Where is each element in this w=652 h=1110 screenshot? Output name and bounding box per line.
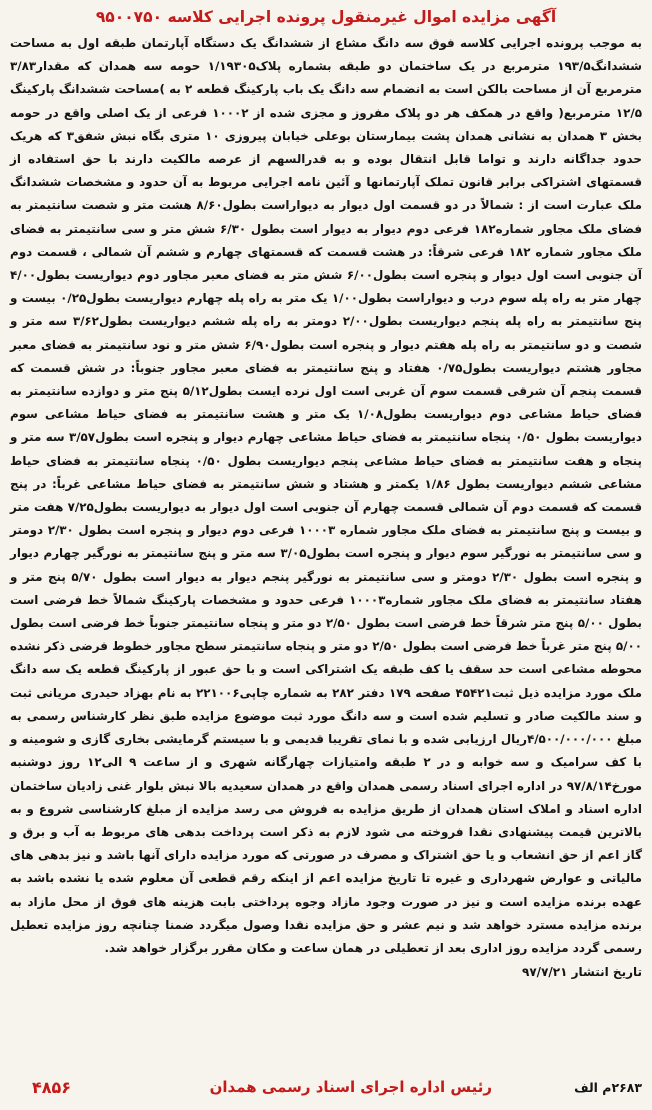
signer-title: رئیس اداره اجرای اسناد رسمی همدان: [209, 1078, 492, 1096]
ad-code: ۴۸۵۶: [32, 1078, 72, 1097]
notice-footer: [10, 1078, 642, 1104]
publication-date: تاریخ انتشار ۹۷/۷/۲۱: [522, 965, 642, 980]
notice-body: به موجب پرونده اجرایی کلاسه فوق سه دانگ مشاع از ششدانگ یک دستگاه آپارتمان طبقه اول به مساحت ششدانگ۱۹۳/۵ مترمربع در یک ساختمان دو طبقه بشماره پلاک۱/۱۹۳۰۵ حومه سه همدان که مقدار۳/۸۳ مترمربع آن از مساحت بالکن است به انضمام سه دانگ یک باب پارکینگ قطعه ۲ به )مساحت ششدانگ پارکینگ ۱۲/۵ مترمربع( واقع در همکف هر دو پلاک مفروز و مجزی شده از ۱۰۰۰۲ فرعی از یک اصلی واقع در حومه بخش ۳ همدان به نشانی همدان پشت بیمارستان بوعلی خیابان پیروزی ۱۰ متری بگاه نبش شفق۳ که هریک حدود جداگانه دارند و تواما قابل انتقال بوده و به قدرالسهم از عرصه مالکیت دارند با حق استفاده از قسمتهای اشتراکی برابر قانون تملک آپارتمانها و آئین نامه اجرایی مربوط به آن حدود و مشخصات ششدانگ ملک عبارت است از : شمالاً در دو قسمت اول دیوار به دیواراست بطول۸/۶۰ هشت متر و شصت سانتیمتر به فضای ملک مجاور شماره۱۸۲ فرعی دوم دیوار به دیوار است بطول ۶/۳۰ شش متر و سی سانتیمتر به فضای ملک مجاور شماره ۱۸۲ فرعی شرقاً: در هشت قسمت که قسمتهای چهارم و ششم آن شمالی ، قسمت دوم آن جنوبی است اول دیوار و پنجره است بطول۶/۰۰ شش متر به فضای معبر مجاور دوم دیواریست بطول۴/۰۰ چهار متر به راه پله سوم درب و دیواراست بطول۱/۰۰ یک متر به راه پله چهارم دیواریست بطول۰/۲۵ بیست و پنج سانتیمتر به راه پله پنجم دیواریست بطول۲/۰۰ دومتر به راه پله ششم دیواریست بطول۳/۶۲ سه متر و شصت و دو سانتیمتر به راه پله هفتم دیوار و پنجره است بطول۶/۹۰ شش متر و نود سانتیمتر به فضای معبر مجاور هشتم دیواریست بطول۰/۷۵ هفتاد و پنج سانتیمتر به فضای معبر مجاور جنوباً: در شش قسمت که قسمت پنجم آن شرقی قسمت سوم آن غربی است اول نرده ایست بطول۵/۱۲ پنج متر و دوازده سانتیمتر به فضای حیاط مشاعی دوم دیواریست بطول۱/۰۸ یک متر و هشت سانتیمتر به فضای حیاط مشاعی سوم دیواریست بطول ۰/۵۰ پنجاه سانتیمتر به فضای حیاط مشاعی چهارم دیوار و پنجره است بطول۳/۵۷ سه متر و پنجاه و هفت سانتیمتر به فضای حیاط مشاعی پنجم دیواریست بطول ۰/۵۰ پنجاه سانتیمتر به فضای حیاط مشاعی ششم دیواریست بطول ۱/۸۶ یکمتر و هشتاد و شش سانتیمتر به فضای حیاط مشاعی غرباً: در پنج قسمت که قسمت دوم آن شمالی قسمت چهارم آن جنوبی است اول دیوار به دیواریست بطول۷/۲۵ هفت متر و بیست و پنج سانتیمتر به فضای ملک مجاور شماره ۱۰۰۰۳ فرعی دوم دیوار و پنجره است بطول ۲/۳۰ دومتر و سی سانتیمتر به نورگیر سوم دیوار و پنجره است بطول۳/۰۵ سه متر و پنج سانتیمتر به نورگیر چهارم دیوار و پنجره است بطول ۲/۳۰ دومتر و سی سانتیمتر به نورگیر پنجم دیوار به دیوار است بطول ۵/۷۰ پنج متر و هفتاد سانتیمتر به فضای ملک مجاور شماره۱۰۰۰۳ فرعی حدود و مشخصات پارکینگ شمالاً خط فرضی است بطول ۵/۰۰ پنج متر شرقاً خط فرضی است بطول ۲/۵۰ دو متر و پنجاه سانتیمتر جنوباً خط فرضی است بطول ۵/۰۰ پنج متر غرباً خط فرضی است بطول ۲/۵۰ دو متر و پنجاه سانتیمتر سطح مجاور خطوط فرضی ذکر نشده محوطه مشاعی است حد سقف یا کف طبقه یک اشتراکی است و با حق عبور از پارکینگ قطعه یک سه دانگ ملک مورد مزایده ذیل ثبت۴۵۴۲۱ صفحه ۱۷۹ دفتر ۲۸۲ به شماره چاپی۲۲۱۰۰۶ به نام بهزاد حیدری مریانی ثبت و سند مالکیت صادر و تسلیم شده است و سه دانگ مورد ثبت موضوع مزایده طبق نظر کارشناس رسمی به مبلغ ۴/۵۰۰/۰۰۰/۰۰۰ریال ارزیابی شده و با نمای تقریبا قدیمی و با سیستم گرمایشی بخاری گازی و شومینه و با کف سرامیک و سه خوابه و در ۲ طبقه وامتیازات چهارگانه شهری و از ساعت ۹ الی۱۲ روز دوشنبه مورخ۹۷/۸/۱۴ در اداره اجرای اسناد رسمی همدان واقع در همدان سعیدیه بالا نبش بلوار غنی زادیان ساختمان اداره اسناد و املاک استان همدان از طریق مزایده به فروش می رسد مزایده از مبلغ کارشناسی شروع و به بالاترین قیمت پیشنهادی نقدا فروخته می شود لازم به ذکر است پرداخت بدهی های مربوط به آب و برق و گاز اعم از حق انشعاب و یا حق اشتراک و مصرف در صورتی که مورد مزایده دارای آنها باشد و نیز بدهی های مالیاتی و عوارض شهرداری و غیره تا تاریخ مزایده اعم از اینکه رقم قطعی آن معلوم شده یا نشده باشد به عهده برنده مزایده است و نیز در صورت وجود مازاد وجوه پرداختی بابت هزینه های فوق از محل مازاد به برنده مزایده مسترد خواهد شد و نیم عشر و حق مزایده نقدا وصول میگردد ضمنا چنانچه روز مزایده تعطیل رسمی گردد مزایده روز اداری بعد از تعطیلی در همان ساعت و مکان مقرر برگزار خواهد شد.: [10, 36, 643, 955]
notice-title: آگهی مزایده اموال غیرمنقول پرونده اجرایی کلاسه ۹۵۰۰۷۵۰: [95, 8, 557, 26]
reference-number: ۲۶۸۳م الف: [574, 1080, 642, 1095]
